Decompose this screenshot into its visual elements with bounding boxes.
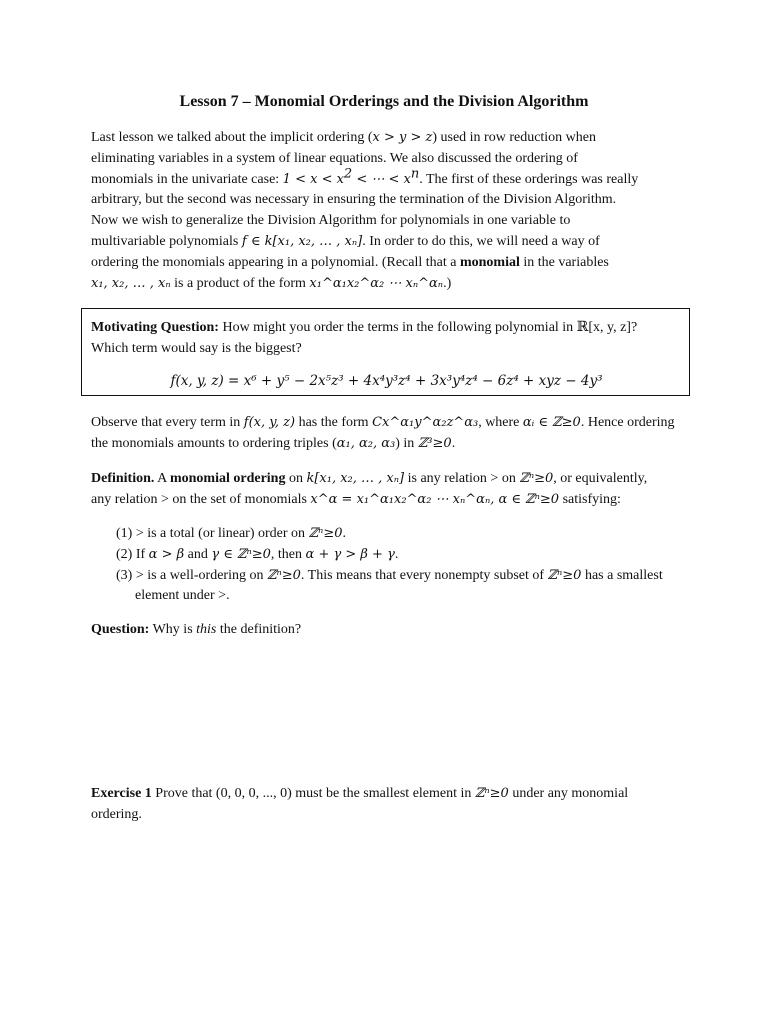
math-inline: ℤⁿ≥0 [474,786,509,801]
text: the definition? [216,622,302,637]
text: on [285,471,307,486]
text: . The first of these orderings was really [419,171,639,187]
text: (3) > is a well-ordering on [116,567,267,583]
math-inline: α > β [148,546,185,562]
text: satisfying: [559,491,621,507]
bold-term: monomial [459,254,520,270]
math-superscript: n [410,165,420,181]
text: and [184,546,212,562]
text: How might you order the terms in the following polynomial in ℝ[x, y, z]? [218,320,638,335]
text: .) [443,275,452,291]
math-inline: x₁^α₁x₂^α₂ ⋯ xₙ^αₙ [309,275,444,291]
question-label: Question: [91,622,150,637]
math-inline: x > y > z [372,130,433,145]
text: Prove that (0, 0, 0, ..., 0) must be the smallest element in [151,786,475,801]
math-inline: α₁, α₂, α₃ [336,435,396,451]
text: monomials in the univariate case: [91,171,283,187]
observe-paragraph [91,413,691,455]
text: Last lesson we talked about the implicit ordering ( [91,130,373,145]
text: , where [478,415,523,430]
motivating-question [91,317,686,359]
text: any relation > on the set of monomials [91,491,311,507]
math-inline: < ⋯ < x [352,171,411,187]
text: (1) > is a total (or linear) order on [116,526,309,541]
text: . This means that every nonempty subset of [300,567,548,583]
math-inline: f ∈ k[x₁, x₂, … , xₙ] [241,233,363,249]
math-inline: x₁, x₂, … , xₙ [91,275,171,291]
question-label: Motivating Question: [91,320,219,335]
polynomial-equation: f(x, y, z) = x⁶ + y⁵ − 2x⁵z³ + 4x⁴y³z⁴ + 3x³y⁴z⁴ − 6z⁴ + xyz − 4y³ [170,373,603,389]
text: A [154,471,170,486]
text: ) in [395,435,418,451]
motivating-question-box [81,308,690,396]
text: multivariable polynomials [91,233,242,249]
math-inline: x^α = x₁^α₁x₂^α₂ ⋯ xₙ^αₙ, α ∈ ℤⁿ≥0 [310,491,560,507]
text: . [394,546,399,562]
math-inline: Cx^α₁y^α₂z^α₃ [372,415,479,430]
list-item [116,545,696,566]
list-item [116,524,696,545]
text: ordering the monomials appearing in a polynomial. (Recall that a [91,254,460,270]
text: ) used in row reduction when [432,130,597,145]
math-inline: ℤ³≥0 [417,435,452,451]
math-inline: ℤⁿ≥0 [519,471,554,486]
text: is any relation > on [404,471,520,486]
lesson-title: Lesson 7 – Monomial Orderings and the Division Algorithm [179,93,589,110]
text: . [451,435,456,451]
math-inline: k[x₁, x₂, … , xₙ] [306,471,405,486]
text: , then [270,546,306,562]
math-inline: α + γ > β + γ [305,546,395,562]
text: ordering. [91,806,142,822]
text: Why is [149,622,197,637]
math-superscript: 2 [343,165,353,181]
intro-paragraph [91,128,691,294]
definition-paragraph [91,469,691,511]
exercise-paragraph [91,784,691,826]
text: has a smallest [581,567,663,583]
text: Now we wish to generalize the Division Algorithm for polynomials in one variable to [91,213,571,229]
text: . [342,526,346,541]
text: Observe that every term in [91,415,244,430]
math-inline: f(x, y, z) [243,415,296,430]
text: in the variables [519,254,609,270]
emphasis: this [196,622,217,637]
math-inline: 1 < x < x [282,171,344,187]
text: under any monomial [508,786,629,801]
definition-conditions-list [116,524,696,607]
text: . In order to do this, we will need a way of [362,233,600,249]
math-inline: γ ∈ ℤⁿ≥0 [211,546,271,562]
text: eliminating variables in a system of linear equations. We also discussed the ordering of [91,150,578,166]
math-inline: ℤⁿ≥0 [308,526,343,541]
definition-label: Definition. [91,471,155,486]
math-inline: ℤⁿ≥0 [547,567,582,583]
text: (2) If [116,546,149,562]
text: the monomials amounts to ordering triples ( [91,435,337,451]
text: arbitrary, but the second was necessary in ensuring the termination of the Division Algorithm. [91,192,617,208]
text: , or equivalently, [553,471,648,486]
text: Which term would say is the biggest? [91,341,302,356]
question-paragraph [91,620,691,641]
list-item-continuation: element under >. [135,588,230,604]
bold-term: monomial ordering [169,471,286,486]
math-inline: ℤⁿ≥0 [266,567,301,583]
text: . Hence ordering [580,415,675,430]
text: is a product of the form [170,275,310,291]
exercise-label: Exercise 1 [91,786,152,801]
list-item [116,566,696,587]
math-inline: αᵢ ∈ ℤ≥0 [522,415,581,430]
text: has the form [295,415,373,430]
